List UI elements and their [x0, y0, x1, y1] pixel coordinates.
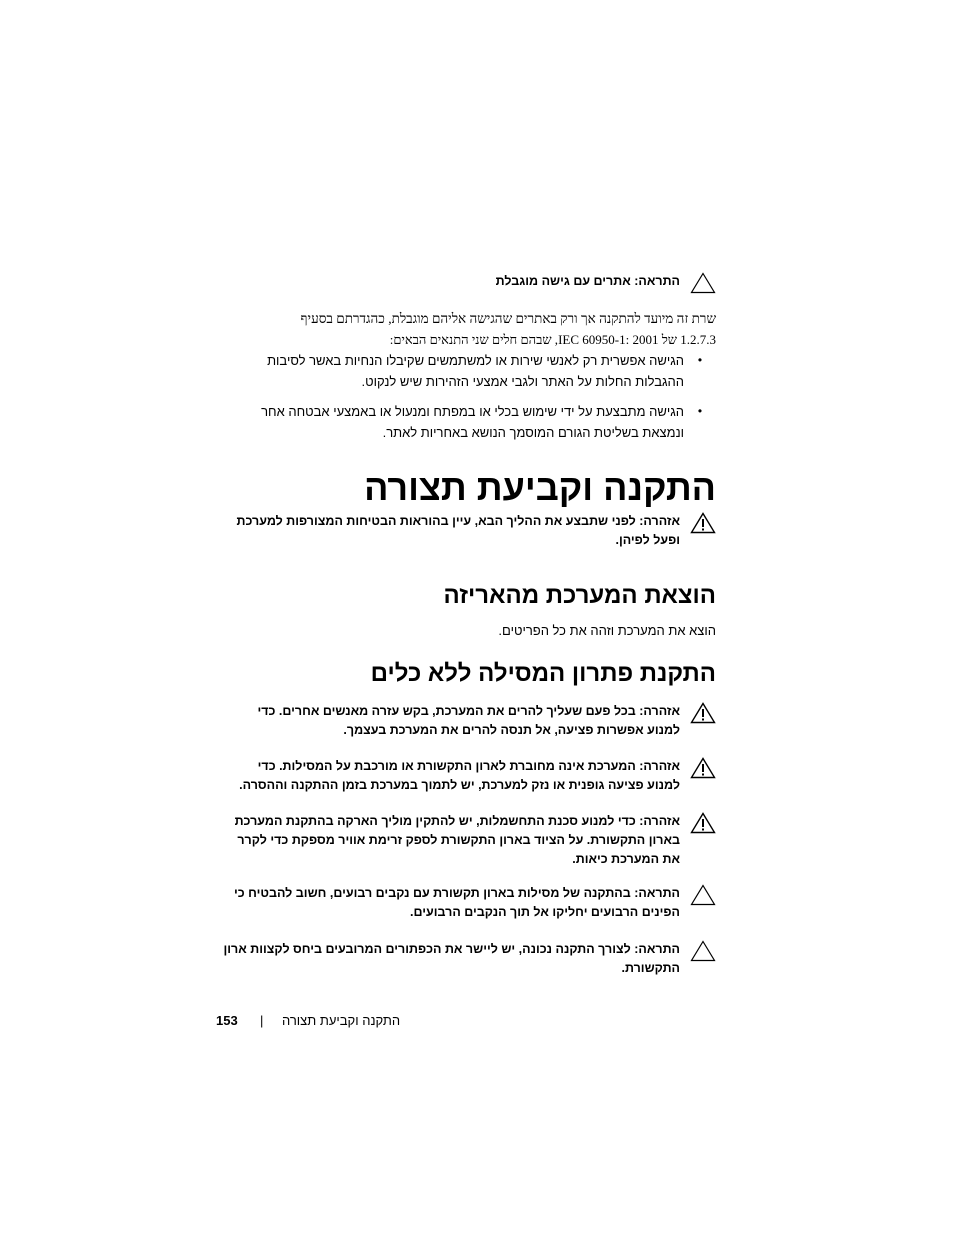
caution-triangle-icon: [688, 884, 716, 908]
intro-caution-note: [216, 272, 716, 296]
bullet-1-line-1: הגישה אפשרית רק לאנשי שירות או למשתמשים שקיבלו הנחיות באשר לסיבות: [267, 353, 684, 368]
footer-section-title: התקנה וקביעת תצורה: [282, 1013, 401, 1028]
caution-label: התראה:: [634, 274, 680, 288]
note-line: כדי למנוע סכנת התחשמלות, יש להתקין מוליך הארקה בהתקנת המערכת: [234, 814, 636, 828]
intro-line-2: 1.2.7.3 של IEC 60950-1: 2001, שבהם חלים שני התנאים הבאים:: [389, 332, 716, 347]
warning-label: אזהרה:: [639, 814, 680, 828]
note-line: בהתקנה של מסילות בארון תקשורת עם נקבים רבועים, חשוב להבטיח כי: [233, 886, 631, 900]
note-line: הפינים הרבועים יחליקו אל תוך הנקבים הרבועים.: [410, 905, 680, 919]
warning-line-1: לפני שתבצע את ההליך הבא, עיין בהוראות הבטיחות המצורפות למערכת: [236, 514, 636, 528]
section-title-unpacking: הוצאת המערכת מהאריזה: [443, 582, 716, 609]
warning-triangle-icon: [688, 702, 716, 726]
caution-label: התראה:: [634, 942, 680, 956]
note-line: בארון התקשורת. על הציוד בארון התקשורת לספק זרימת אוויר מספקת כדי לקרר: [237, 833, 680, 847]
warning-label: אזהרה:: [639, 759, 680, 773]
warning-triangle-icon: [688, 757, 716, 781]
rail-warning-note-2: [216, 757, 716, 795]
note-line: למנוע אפשרות פציעה, אל תנסה להרים את המערכת בעצמך.: [343, 723, 680, 737]
intro-paragraph: [246, 308, 716, 350]
warning-triangle-icon: [688, 812, 716, 836]
bullet-2-line-2: ונמצאת בשליטת הגורם המוסמך הנושא באחריות לאתר.: [382, 425, 684, 440]
warning-label: אזהרה:: [639, 514, 680, 528]
bullet-1-line-2: ההגבלות החלות על האתר ולגבי אמצעי הזהירות שיש לנקוט.: [361, 374, 684, 389]
rail-warning-note-1: [216, 702, 716, 740]
warning-line-2: ופעל לפיהן.: [615, 533, 680, 547]
note-line: למנוע פציעה גופנית או נזק למערכת, יש לתמוך במערכת בזמן ההתקנה וההסרה.: [239, 778, 680, 792]
caution-triangle-icon: [688, 940, 716, 964]
section-unpacking-text: הוצא את המערכת וזהה את כל הפריטים.: [498, 623, 716, 638]
bullet-dot: •: [697, 353, 703, 367]
caution-label: התראה:: [634, 886, 680, 900]
bullet-dot: •: [697, 404, 703, 418]
note-line: בכל פעם שעליך להרים את המערכת, בקש עזרה מאנשים אחרים. כדי: [257, 704, 636, 718]
rail-caution-note-2: [216, 940, 716, 978]
note-line: לצורך התקנה נכונה, יש ליישר את הכפתורים המרובעים ביחס לקצוות ארון: [223, 942, 631, 956]
note-line: המערכת אינה מחוברת לארון התקשורת או מורכבת על המסילות. כדי: [257, 759, 636, 773]
warning-label: אזהרה:: [639, 704, 680, 718]
page-number: 153: [216, 1013, 238, 1028]
list-item: [236, 350, 716, 392]
section-unpacking: [236, 582, 716, 610]
main-title-block: [236, 468, 716, 508]
note-line: את המערכת כיאות.: [572, 852, 680, 866]
rail-warning-note-3: [216, 812, 716, 869]
bullet-2-line-1: הגישה מתבצעת על ידי שימוש בכלי או במפתח ומנעול או באמצעי אבטחה אחר: [261, 404, 684, 419]
rail-caution-note-1: [216, 884, 716, 922]
warning-triangle-icon: [688, 512, 716, 536]
page-title: התקנה וקביעת תצורה: [364, 467, 716, 508]
intro-line-1: שרת זה מיועד להתקנה אך ורק באתרים שהגישה אליהם מוגבלת, כהגדרתם בסעיף: [300, 311, 716, 326]
main-warning-note: [216, 512, 716, 550]
list-item: [236, 401, 716, 443]
note-line: התקשורת.: [621, 961, 680, 975]
section-title-rails: התקנת פתרון המסילה ללא כלים: [370, 660, 716, 687]
caution-text: אתרים עם גישה מוגבלת: [495, 274, 631, 288]
section-rails: [236, 660, 716, 688]
footer-separator: |: [260, 1013, 264, 1028]
caution-triangle-icon: [688, 272, 716, 296]
